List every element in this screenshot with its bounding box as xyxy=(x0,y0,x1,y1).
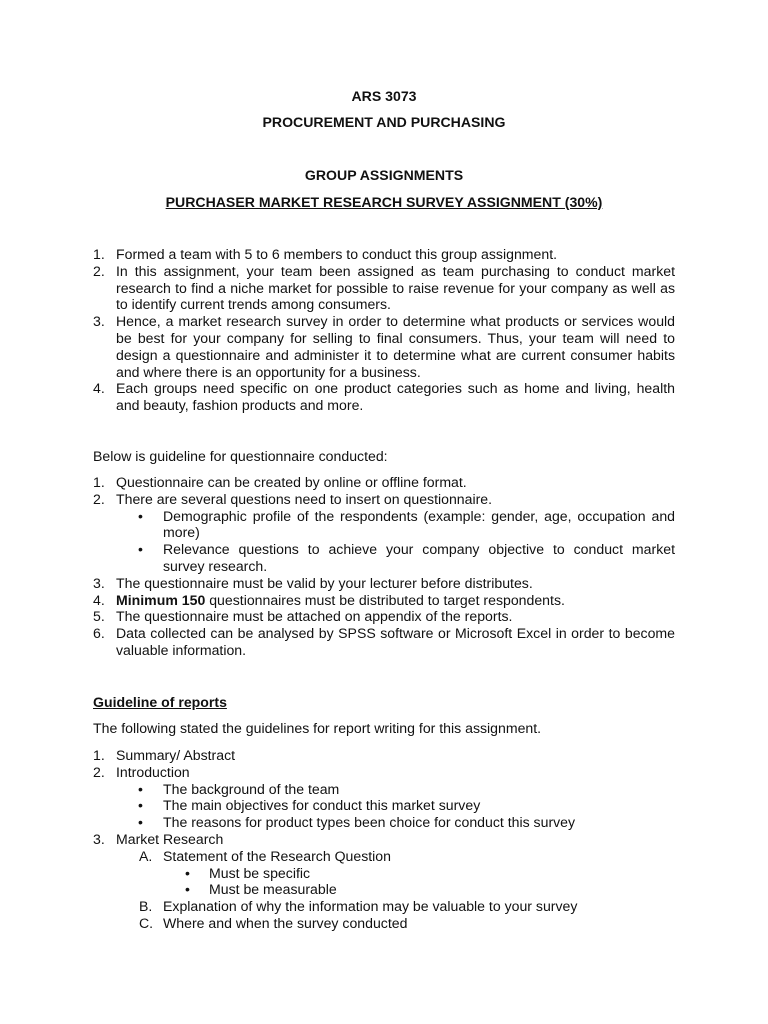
list-item xyxy=(93,764,675,781)
bullet-icon: • xyxy=(138,541,143,558)
alpha-item xyxy=(93,848,675,865)
list-number: 2. xyxy=(93,262,105,279)
list-number: 6. xyxy=(93,625,105,642)
section-title: GROUP ASSIGNMENTS xyxy=(304,167,464,183)
course-code: ARS 3073 xyxy=(351,88,417,104)
alpha-letter: C. xyxy=(139,914,154,931)
bullet-text: The main objectives for conduct this market survey xyxy=(163,797,481,814)
list-text: Introduction xyxy=(116,763,190,780)
list-item xyxy=(93,575,675,592)
list-number: 5. xyxy=(93,608,105,625)
bullet-icon: • xyxy=(138,780,143,797)
bullet-text: Relevance questions to achieve your company objective to conduct market survey research. xyxy=(163,541,675,574)
list-item xyxy=(93,625,675,659)
bullet-icon: • xyxy=(185,881,190,898)
list-number: 3. xyxy=(93,830,105,847)
bullet-icon: • xyxy=(185,864,190,881)
list-item xyxy=(93,831,675,848)
emphasis-text: Minimum 150 xyxy=(116,591,206,608)
bullet-text: The reasons for product types been choice for conduct this survey xyxy=(163,814,576,831)
list-text: Each groups need specific on one product categories such as home and living, health and beauty, fashion products and more. xyxy=(116,380,675,414)
list-number: 1. xyxy=(93,246,105,262)
list-number: 2. xyxy=(93,490,105,507)
report-intro: The following stated the guidelines for report writing for this assignment. xyxy=(93,720,542,736)
bullet-text: Must be measurable xyxy=(209,881,337,898)
bullet-text: Demographic profile of the respondents (example: gender, age, occupation and more) xyxy=(163,507,675,541)
sub-bullet-item xyxy=(93,881,675,898)
list-text: questionnaires must be distributed to target respondents. xyxy=(205,591,565,608)
course-title: PROCUREMENT AND PURCHASING xyxy=(262,114,506,130)
questionnaire-list xyxy=(93,474,675,659)
assignment-title: PURCHASER MARKET RESEARCH SURVEY ASSIGNMENT (30%) xyxy=(165,194,603,210)
list-item xyxy=(93,313,675,380)
alpha-letter: A. xyxy=(139,847,153,864)
list-text: There are several questions need to insert on questionnaire. xyxy=(116,490,493,507)
list-text: Hence, a market research survey in order to determine what products or services would be best for your company for selling to final consumers. Thus, your team will need to design a questionnaire and administer it to determine what are current consumer habits and where there is an opportunity for a business. xyxy=(116,313,675,380)
list-item xyxy=(93,747,675,764)
alpha-text: Statement of the Research Question xyxy=(163,847,391,864)
report-heading: Guideline of reports xyxy=(93,694,227,710)
list-item xyxy=(93,380,675,414)
list-text: The questionnaire must be valid by your lecturer before distributes. xyxy=(116,574,533,591)
list-number: 1. xyxy=(93,474,105,490)
sub-bullet-item xyxy=(93,814,675,831)
list-number: 3. xyxy=(93,574,105,591)
task-list xyxy=(93,246,675,414)
list-item xyxy=(93,246,675,263)
sub-bullet-item xyxy=(93,781,675,798)
bullet-icon: • xyxy=(138,797,143,814)
alpha-letter: B. xyxy=(139,898,153,915)
alpha-text: Where and when the survey conducted xyxy=(163,914,408,931)
list-text: The questionnaire must be attached on appendix of the reports. xyxy=(116,608,513,625)
bullet-text: Must be specific xyxy=(209,864,311,881)
list-text: Data collected can be analysed by SPSS software or Microsoft Excel in order to become valuable information. xyxy=(116,625,675,658)
alpha-item xyxy=(93,915,675,932)
sub-bullet-item xyxy=(93,508,675,542)
bullet-icon: • xyxy=(138,814,143,831)
alpha-item xyxy=(93,898,675,915)
list-text: Market Research xyxy=(116,830,224,847)
list-text: Formed a team with 5 to 6 members to conduct this group assignment. xyxy=(116,246,558,262)
list-item xyxy=(93,592,675,609)
list-number: 2. xyxy=(93,763,105,780)
list-item xyxy=(93,474,675,491)
list-number: 4. xyxy=(93,591,105,608)
list-text: In this assignment, your team been assigned as team purchasing to conduct market research to find a niche market for possible to raise revenue for your company as well as to identify current trends among consumers. xyxy=(116,262,675,313)
list-text: Summary/ Abstract xyxy=(116,747,236,763)
alpha-text: Explanation of why the information may be valuable to your survey xyxy=(163,898,578,915)
list-number: 4. xyxy=(93,380,105,397)
bullet-text: The background of the team xyxy=(163,780,340,797)
list-item xyxy=(93,608,675,625)
bullet-icon: • xyxy=(138,507,143,524)
report-list xyxy=(93,747,675,932)
sub-bullet-item xyxy=(93,541,675,575)
sub-bullet-item xyxy=(93,865,675,882)
list-item xyxy=(93,491,675,508)
questionnaire-intro: Below is guideline for questionnaire conducted: xyxy=(93,448,388,464)
list-item xyxy=(93,263,675,313)
list-number: 3. xyxy=(93,313,105,330)
list-text: Questionnaire can be created by online or offline format. xyxy=(116,474,467,490)
sub-bullet-item xyxy=(93,797,675,814)
list-number: 1. xyxy=(93,747,105,763)
